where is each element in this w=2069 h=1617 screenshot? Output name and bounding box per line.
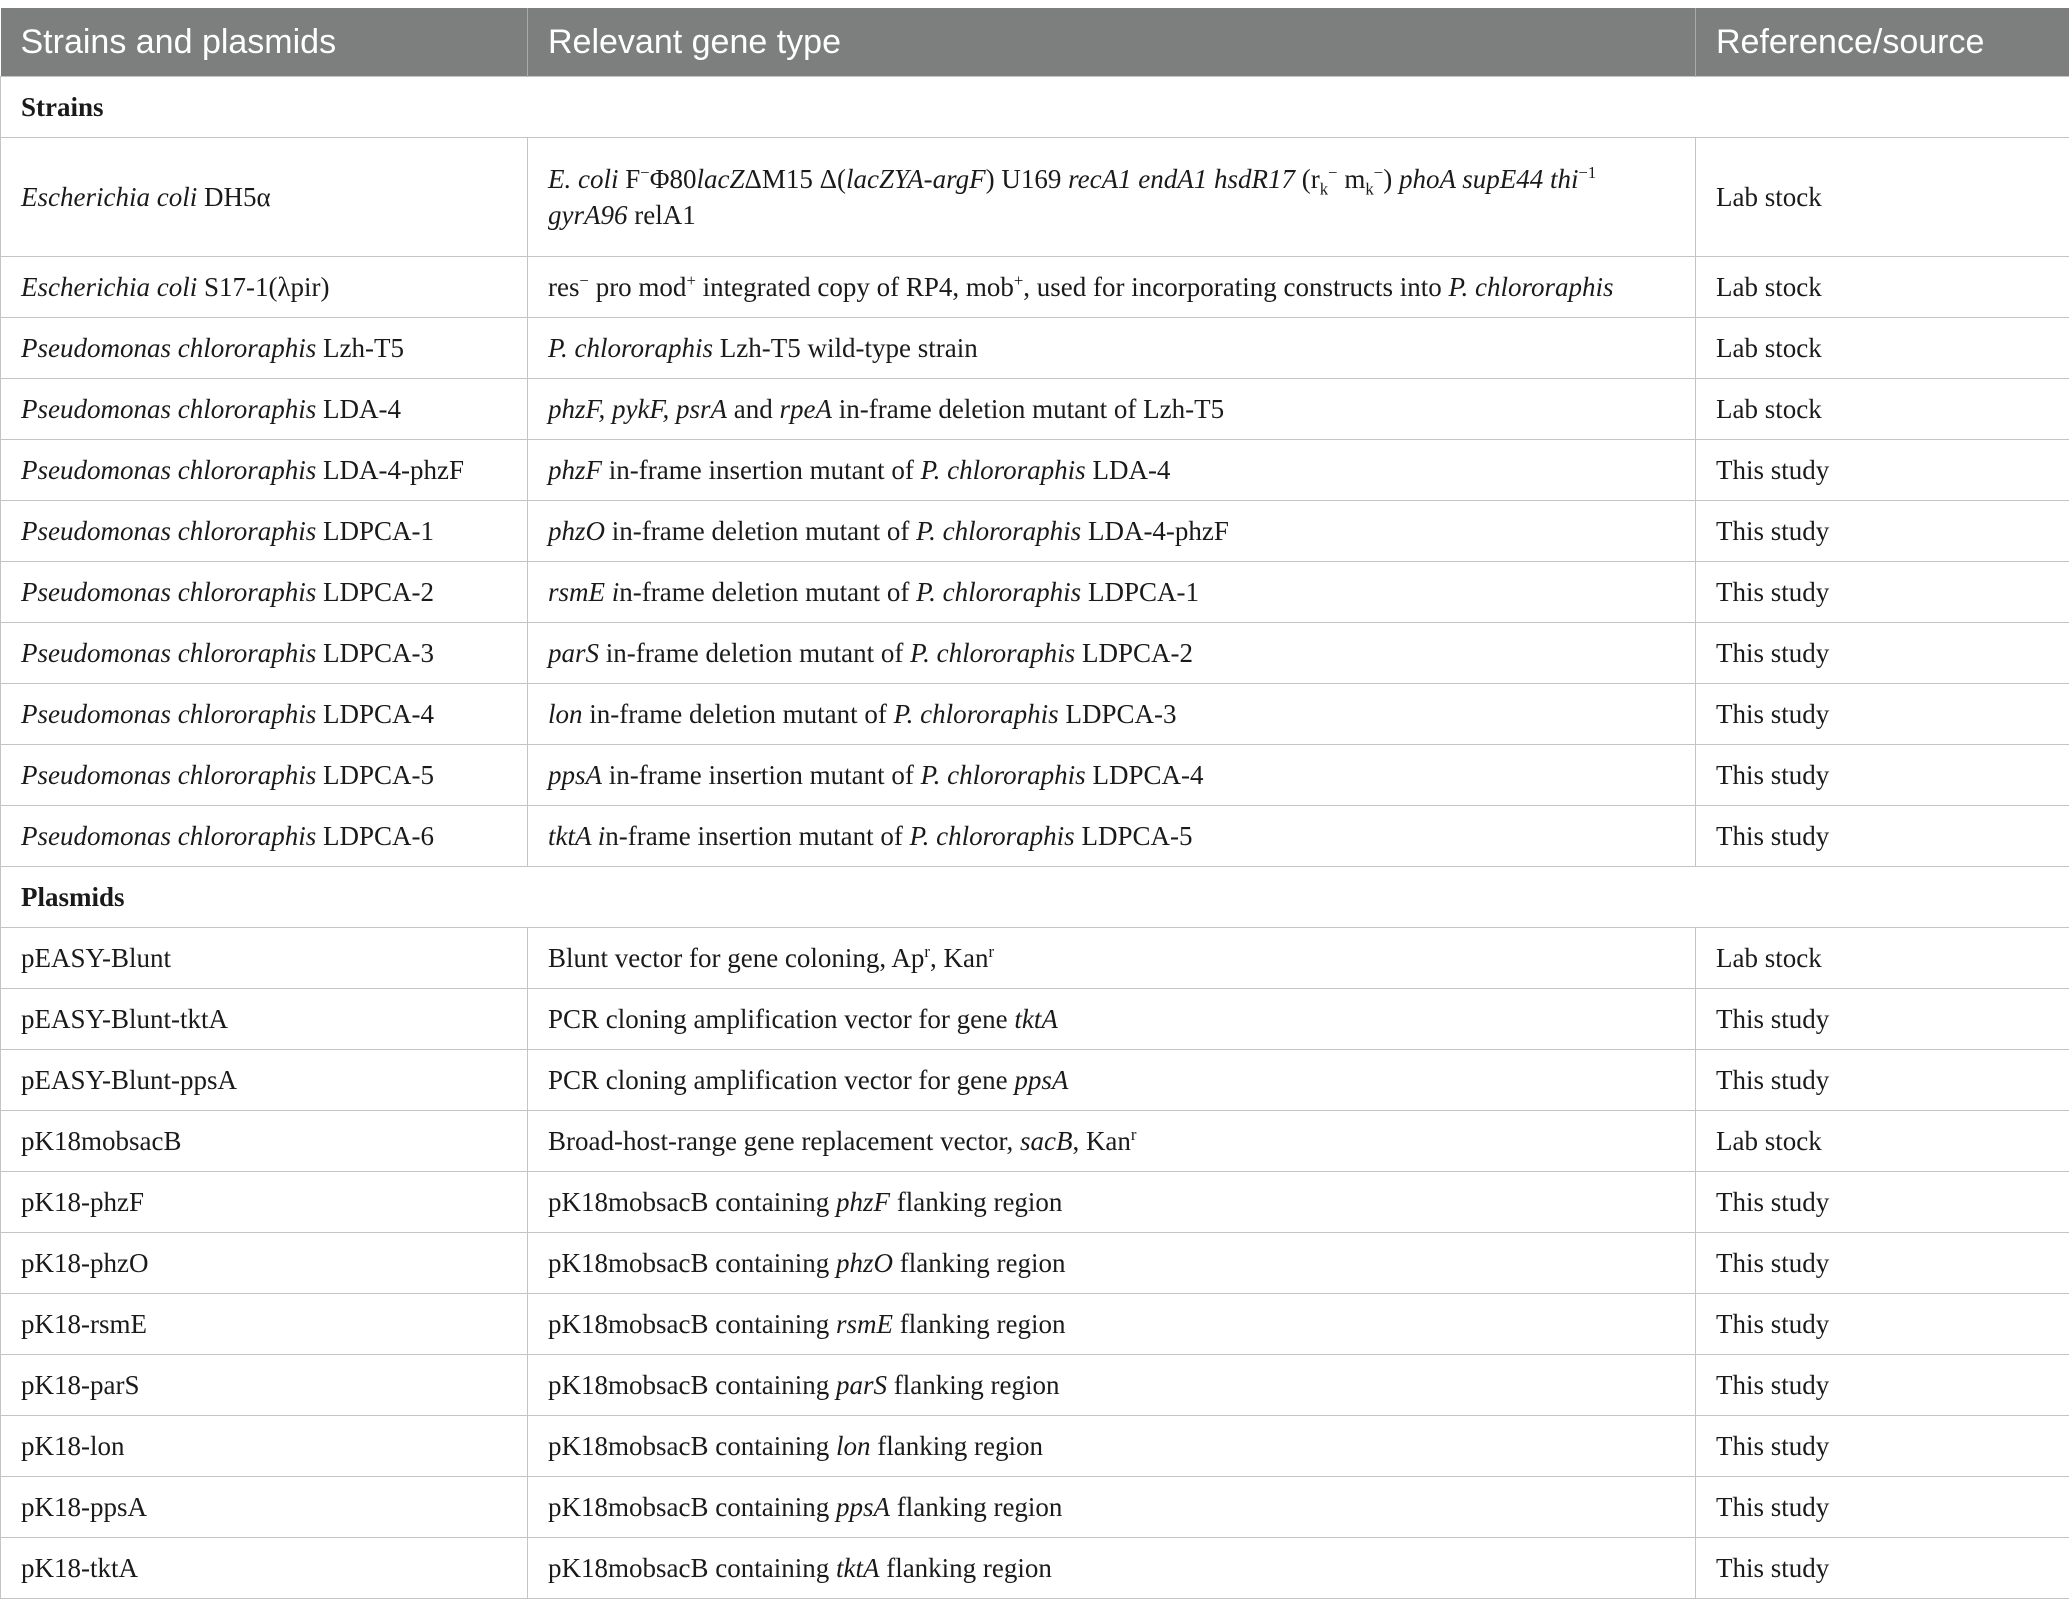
cell-reference-source: This study — [1696, 1294, 2069, 1355]
text-run: Broad-host-range gene replacement vector, — [548, 1125, 1020, 1156]
cell-reference-source: This study — [1696, 989, 2069, 1050]
text-run: − — [640, 162, 650, 182]
text-run: pK18mobsacB containing — [548, 1552, 836, 1583]
text-run: pEASY-Blunt-tktA — [21, 1003, 229, 1034]
text-run: pK18mobsacB — [21, 1125, 182, 1156]
text-run: n-frame insertion mutant of — [605, 820, 910, 851]
cell-relevant-gene-type — [528, 1172, 1696, 1233]
cell-relevant-gene-type — [528, 501, 1696, 562]
cell-reference-source: This study — [1696, 1172, 2069, 1233]
table-row — [1, 989, 2069, 1050]
text-run: pK18mobsacB containing — [548, 1308, 836, 1339]
cell-reference-source: This study — [1696, 684, 2069, 745]
text-run: lacZ — [696, 163, 745, 194]
text-run: pK18-phzF — [21, 1186, 144, 1217]
text-run: ΔM15 Δ( — [744, 163, 846, 194]
text-run: ppsA — [1014, 1064, 1069, 1095]
text-run: k — [1365, 178, 1374, 198]
text-run: pK18mobsacB containing — [548, 1430, 836, 1461]
text-run: LDPCA-1 — [1081, 576, 1199, 607]
text-run: LDPCA-4 — [1085, 759, 1204, 790]
text-run: phoA supE44 thi — [1398, 163, 1579, 194]
cell-strain-or-plasmid — [1, 1355, 528, 1416]
cell-relevant-gene-type — [528, 1050, 1696, 1111]
text-run: P. chlororaphis — [916, 576, 1082, 607]
text-run: LDPCA-3 — [316, 637, 435, 668]
text-run: E. coli — [548, 163, 619, 194]
text-run: pK18-tktA — [21, 1552, 138, 1583]
cell-relevant-gene-type — [528, 257, 1696, 318]
text-run: r — [924, 941, 930, 961]
text-run: + — [686, 270, 696, 290]
cell-reference-source: Lab stock — [1696, 379, 2069, 440]
cell-relevant-gene-type — [528, 623, 1696, 684]
text-run: tktA i — [548, 820, 606, 851]
cell-strain-or-plasmid — [1, 1172, 528, 1233]
text-run: LDPCA-4 — [316, 698, 435, 729]
text-run: Pseudomonas chlororaphis — [21, 454, 317, 485]
text-run: gyrA96 — [548, 200, 628, 230]
text-run: ppsA — [835, 1491, 890, 1522]
text-run: Pseudomonas chlororaphis — [21, 698, 317, 729]
text-run: pK18-ppsA — [21, 1491, 147, 1522]
text-run: flanking region — [892, 1247, 1066, 1278]
text-run: ) — [1383, 163, 1399, 194]
text-run: lacZYA-argF — [845, 163, 986, 194]
cell-reference-source: This study — [1696, 745, 2069, 806]
table-row — [1, 1538, 2069, 1599]
cell-reference-source: This study — [1696, 623, 2069, 684]
cell-strain-or-plasmid — [1, 989, 528, 1050]
text-run: P. chlororaphis — [1448, 271, 1614, 302]
text-run: in-frame deletion mutant of — [582, 698, 894, 729]
text-run: flanking region — [879, 1552, 1052, 1583]
text-run: − — [579, 270, 589, 290]
text-run: pK18mobsacB containing — [548, 1491, 836, 1522]
text-run: LDPCA-2 — [316, 576, 435, 607]
cell-reference-source: Lab stock — [1696, 1111, 2069, 1172]
text-run: in-frame insertion mutant of — [602, 759, 921, 790]
section-row-strains — [1, 77, 2069, 138]
section-row-plasmids — [1, 867, 2069, 928]
cell-reference-source: This study — [1696, 562, 2069, 623]
text-run: res — [548, 271, 580, 302]
text-run: P. chlororaphis — [893, 698, 1059, 729]
text-run: P. chlororaphis — [920, 759, 1086, 790]
cell-reference-source: This study — [1696, 1355, 2069, 1416]
text-run: pK18mobsacB containing — [548, 1247, 836, 1278]
cell-relevant-gene-type — [528, 1294, 1696, 1355]
table-row — [1, 1172, 2069, 1233]
cell-reference-source: This study — [1696, 1416, 2069, 1477]
text-run: , Kan — [1072, 1125, 1131, 1156]
cell-relevant-gene-type — [528, 379, 1696, 440]
text-run: , Kan — [930, 942, 989, 973]
cell-relevant-gene-type — [528, 1416, 1696, 1477]
text-run: in-frame deletion mutant of — [599, 637, 911, 668]
cell-reference-source: This study — [1696, 1233, 2069, 1294]
text-run: tktA — [835, 1552, 880, 1583]
text-run: Lzh-T5 wild-type strain — [713, 332, 978, 363]
text-run: P. chlororaphis — [910, 637, 1076, 668]
text-run: − — [1373, 162, 1384, 182]
text-run: m — [1337, 163, 1366, 194]
text-run: sacB — [1019, 1125, 1073, 1156]
cell-strain-or-plasmid — [1, 1050, 528, 1111]
table-row — [1, 318, 2069, 379]
text-run: in-frame deletion mutant of — [605, 515, 917, 546]
text-run: + — [1013, 270, 1024, 290]
strains-plasmids-table — [0, 8, 2069, 1599]
section-heading: Strains — [1, 77, 2069, 138]
cell-strain-or-plasmid — [1, 1111, 528, 1172]
cell-strain-or-plasmid — [1, 1477, 528, 1538]
text-run: P. chlororaphis — [920, 454, 1086, 485]
text-run: DH5α — [197, 181, 271, 212]
cell-relevant-gene-type — [528, 1233, 1696, 1294]
text-run: rsmE — [835, 1308, 893, 1339]
cell-reference-source: This study — [1696, 1050, 2069, 1111]
table-row — [1, 1233, 2069, 1294]
cell-relevant-gene-type — [528, 318, 1696, 379]
cell-strain-or-plasmid — [1, 379, 528, 440]
text-run: Φ80 — [649, 163, 697, 194]
text-run: r — [988, 941, 995, 961]
cell-relevant-gene-type — [528, 1538, 1696, 1599]
text-run: LDPCA-5 — [316, 759, 435, 790]
cell-relevant-gene-type — [528, 745, 1696, 806]
text-run: Pseudomonas chlororaphis — [21, 759, 317, 790]
text-run: LDPCA-2 — [1075, 637, 1193, 668]
cell-relevant-gene-type — [528, 1111, 1696, 1172]
table-row — [1, 1111, 2069, 1172]
table-row — [1, 1416, 2069, 1477]
text-run: pEASY-Blunt-ppsA — [21, 1064, 238, 1095]
cell-strain-or-plasmid — [1, 501, 528, 562]
text-run: pK18-lon — [21, 1430, 125, 1461]
table-row — [1, 684, 2069, 745]
text-run: k — [1319, 178, 1329, 198]
text-run: pro mod — [588, 271, 687, 302]
text-run: Pseudomonas chlororaphis — [21, 820, 317, 851]
text-run: in-frame insertion mutant of — [602, 454, 921, 485]
cell-relevant-gene-type — [528, 1477, 1696, 1538]
cell-strain-or-plasmid — [1, 1538, 528, 1599]
text-run: pK18-phzO — [21, 1247, 149, 1278]
text-run: relA1 — [627, 200, 696, 230]
cell-reference-source: Lab stock — [1696, 257, 2069, 318]
text-run: LDA-4-phzF — [1081, 515, 1229, 546]
cell-relevant-gene-type — [528, 928, 1696, 989]
cell-relevant-gene-type — [528, 138, 1696, 257]
text-run: − — [1328, 162, 1338, 182]
text-run: lon — [548, 698, 583, 729]
text-run: parS — [548, 637, 600, 668]
cell-strain-or-plasmid — [1, 928, 528, 989]
text-run: pK18mobsacB containing — [548, 1369, 836, 1400]
table-row — [1, 257, 2069, 318]
text-run: phzF — [548, 454, 602, 485]
text-run: pK18mobsacB containing — [548, 1186, 836, 1217]
text-run: Escherichia coli — [21, 181, 198, 212]
section-heading: Plasmids — [1, 867, 2069, 928]
text-run: PCR cloning amplification vector for gene — [548, 1064, 1015, 1095]
text-run: ) U169 — [985, 163, 1069, 194]
cell-strain-or-plasmid — [1, 562, 528, 623]
table-body — [1, 77, 2069, 1599]
text-run: P. chlororaphis — [916, 515, 1082, 546]
cell-strain-or-plasmid — [1, 318, 528, 379]
header-row — [1, 8, 2069, 77]
text-run: S17-1(λpir) — [197, 271, 330, 302]
text-run: LDPCA-5 — [1074, 820, 1193, 851]
text-run: (r — [1295, 163, 1320, 194]
cell-strain-or-plasmid — [1, 623, 528, 684]
cell-strain-or-plasmid — [1, 138, 528, 257]
cell-relevant-gene-type — [528, 440, 1696, 501]
text-run: phzF — [835, 1186, 890, 1217]
text-run: , used for incorporating constructs into — [1023, 271, 1449, 302]
text-run: rsmE i — [548, 576, 620, 607]
text-run: Lzh-T5 — [316, 332, 404, 363]
cell-relevant-gene-type — [528, 989, 1696, 1050]
table-row — [1, 745, 2069, 806]
text-run: Blunt vector for gene coloning, Ap — [548, 942, 925, 973]
table-row — [1, 1355, 2069, 1416]
text-run: Escherichia coli — [21, 271, 198, 302]
table-row — [1, 138, 2069, 257]
text-run: Pseudomonas chlororaphis — [21, 637, 317, 668]
text-run: P. chlororaphis — [909, 820, 1075, 851]
text-run: LDA-4-phzF — [316, 454, 464, 485]
cell-reference-source: Lab stock — [1696, 928, 2069, 989]
table-row — [1, 379, 2069, 440]
header-relevant-gene-type: Relevant gene type — [528, 8, 1696, 77]
text-run: P. chlororaphis — [548, 332, 714, 363]
table-row — [1, 623, 2069, 684]
cell-strain-or-plasmid — [1, 1294, 528, 1355]
text-run: Pseudomonas chlororaphis — [21, 515, 317, 546]
text-run: LDA-4 — [316, 393, 401, 424]
text-run: phzO — [835, 1247, 893, 1278]
text-run: phzO — [548, 515, 606, 546]
text-run: Pseudomonas chlororaphis — [21, 393, 317, 424]
cell-strain-or-plasmid — [1, 745, 528, 806]
text-run: phzF, pykF, psrA — [548, 393, 728, 424]
header-strains-and-plasmids: Strains and plasmids — [1, 8, 528, 77]
cell-reference-source: This study — [1696, 1477, 2069, 1538]
text-run: pK18-rsmE — [21, 1308, 147, 1339]
cell-reference-source: This study — [1696, 806, 2069, 867]
text-run: F — [618, 163, 641, 194]
text-run: in-frame deletion mutant of Lzh-T5 — [831, 393, 1225, 424]
text-run: r — [1130, 1124, 1137, 1144]
strains-plasmids-table-container — [0, 8, 2069, 1599]
text-run: integrated copy of RP4, mob — [695, 271, 1014, 302]
cell-strain-or-plasmid — [1, 440, 528, 501]
text-run: PCR cloning amplification vector for gene — [548, 1003, 1015, 1034]
cell-relevant-gene-type — [528, 684, 1696, 745]
text-run: pEASY-Blunt — [21, 942, 172, 973]
text-run: rpeA — [779, 393, 832, 424]
cell-relevant-gene-type — [528, 1355, 1696, 1416]
text-run: and — [727, 393, 780, 424]
table-row — [1, 1477, 2069, 1538]
cell-strain-or-plasmid — [1, 1233, 528, 1294]
text-run: flanking region — [889, 1491, 1063, 1522]
text-run: LDPCA-6 — [316, 820, 435, 851]
table-row — [1, 1050, 2069, 1111]
text-run: Pseudomonas chlororaphis — [21, 332, 317, 363]
cell-reference-source: This study — [1696, 1538, 2069, 1599]
header-reference-source: Reference/source — [1696, 8, 2069, 77]
text-run: flanking region — [889, 1186, 1063, 1217]
text-run: ppsA — [548, 759, 602, 790]
cell-strain-or-plasmid — [1, 1416, 528, 1477]
text-run: flanking region — [870, 1430, 1043, 1461]
cell-reference-source: This study — [1696, 440, 2069, 501]
table-header — [1, 8, 2069, 77]
table-row — [1, 501, 2069, 562]
text-run: parS — [835, 1369, 887, 1400]
cell-relevant-gene-type — [528, 806, 1696, 867]
table-row — [1, 928, 2069, 989]
table-row — [1, 440, 2069, 501]
text-run: LDA-4 — [1085, 454, 1171, 485]
table-row — [1, 562, 2069, 623]
text-run: LDPCA-1 — [316, 515, 435, 546]
text-run: Pseudomonas chlororaphis — [21, 576, 317, 607]
text-run: n-frame deletion mutant of — [619, 576, 917, 607]
cell-strain-or-plasmid — [1, 257, 528, 318]
cell-strain-or-plasmid — [1, 684, 528, 745]
table-row — [1, 1294, 2069, 1355]
cell-reference-source: Lab stock — [1696, 318, 2069, 379]
cell-strain-or-plasmid — [1, 806, 528, 867]
text-run: recA1 endA1 hsdR17 — [1068, 163, 1296, 194]
cell-reference-source: This study — [1696, 501, 2069, 562]
text-run: pK18-parS — [21, 1369, 140, 1400]
cell-relevant-gene-type — [528, 562, 1696, 623]
text-run: LDPCA-3 — [1058, 698, 1177, 729]
text-run: flanking region — [886, 1369, 1060, 1400]
text-run: tktA — [1014, 1003, 1058, 1034]
table-row — [1, 806, 2069, 867]
text-run: flanking region — [892, 1308, 1066, 1339]
text-run: −1 — [1578, 162, 1597, 182]
text-run: lon — [835, 1430, 871, 1461]
cell-reference-source: Lab stock — [1696, 138, 2069, 257]
